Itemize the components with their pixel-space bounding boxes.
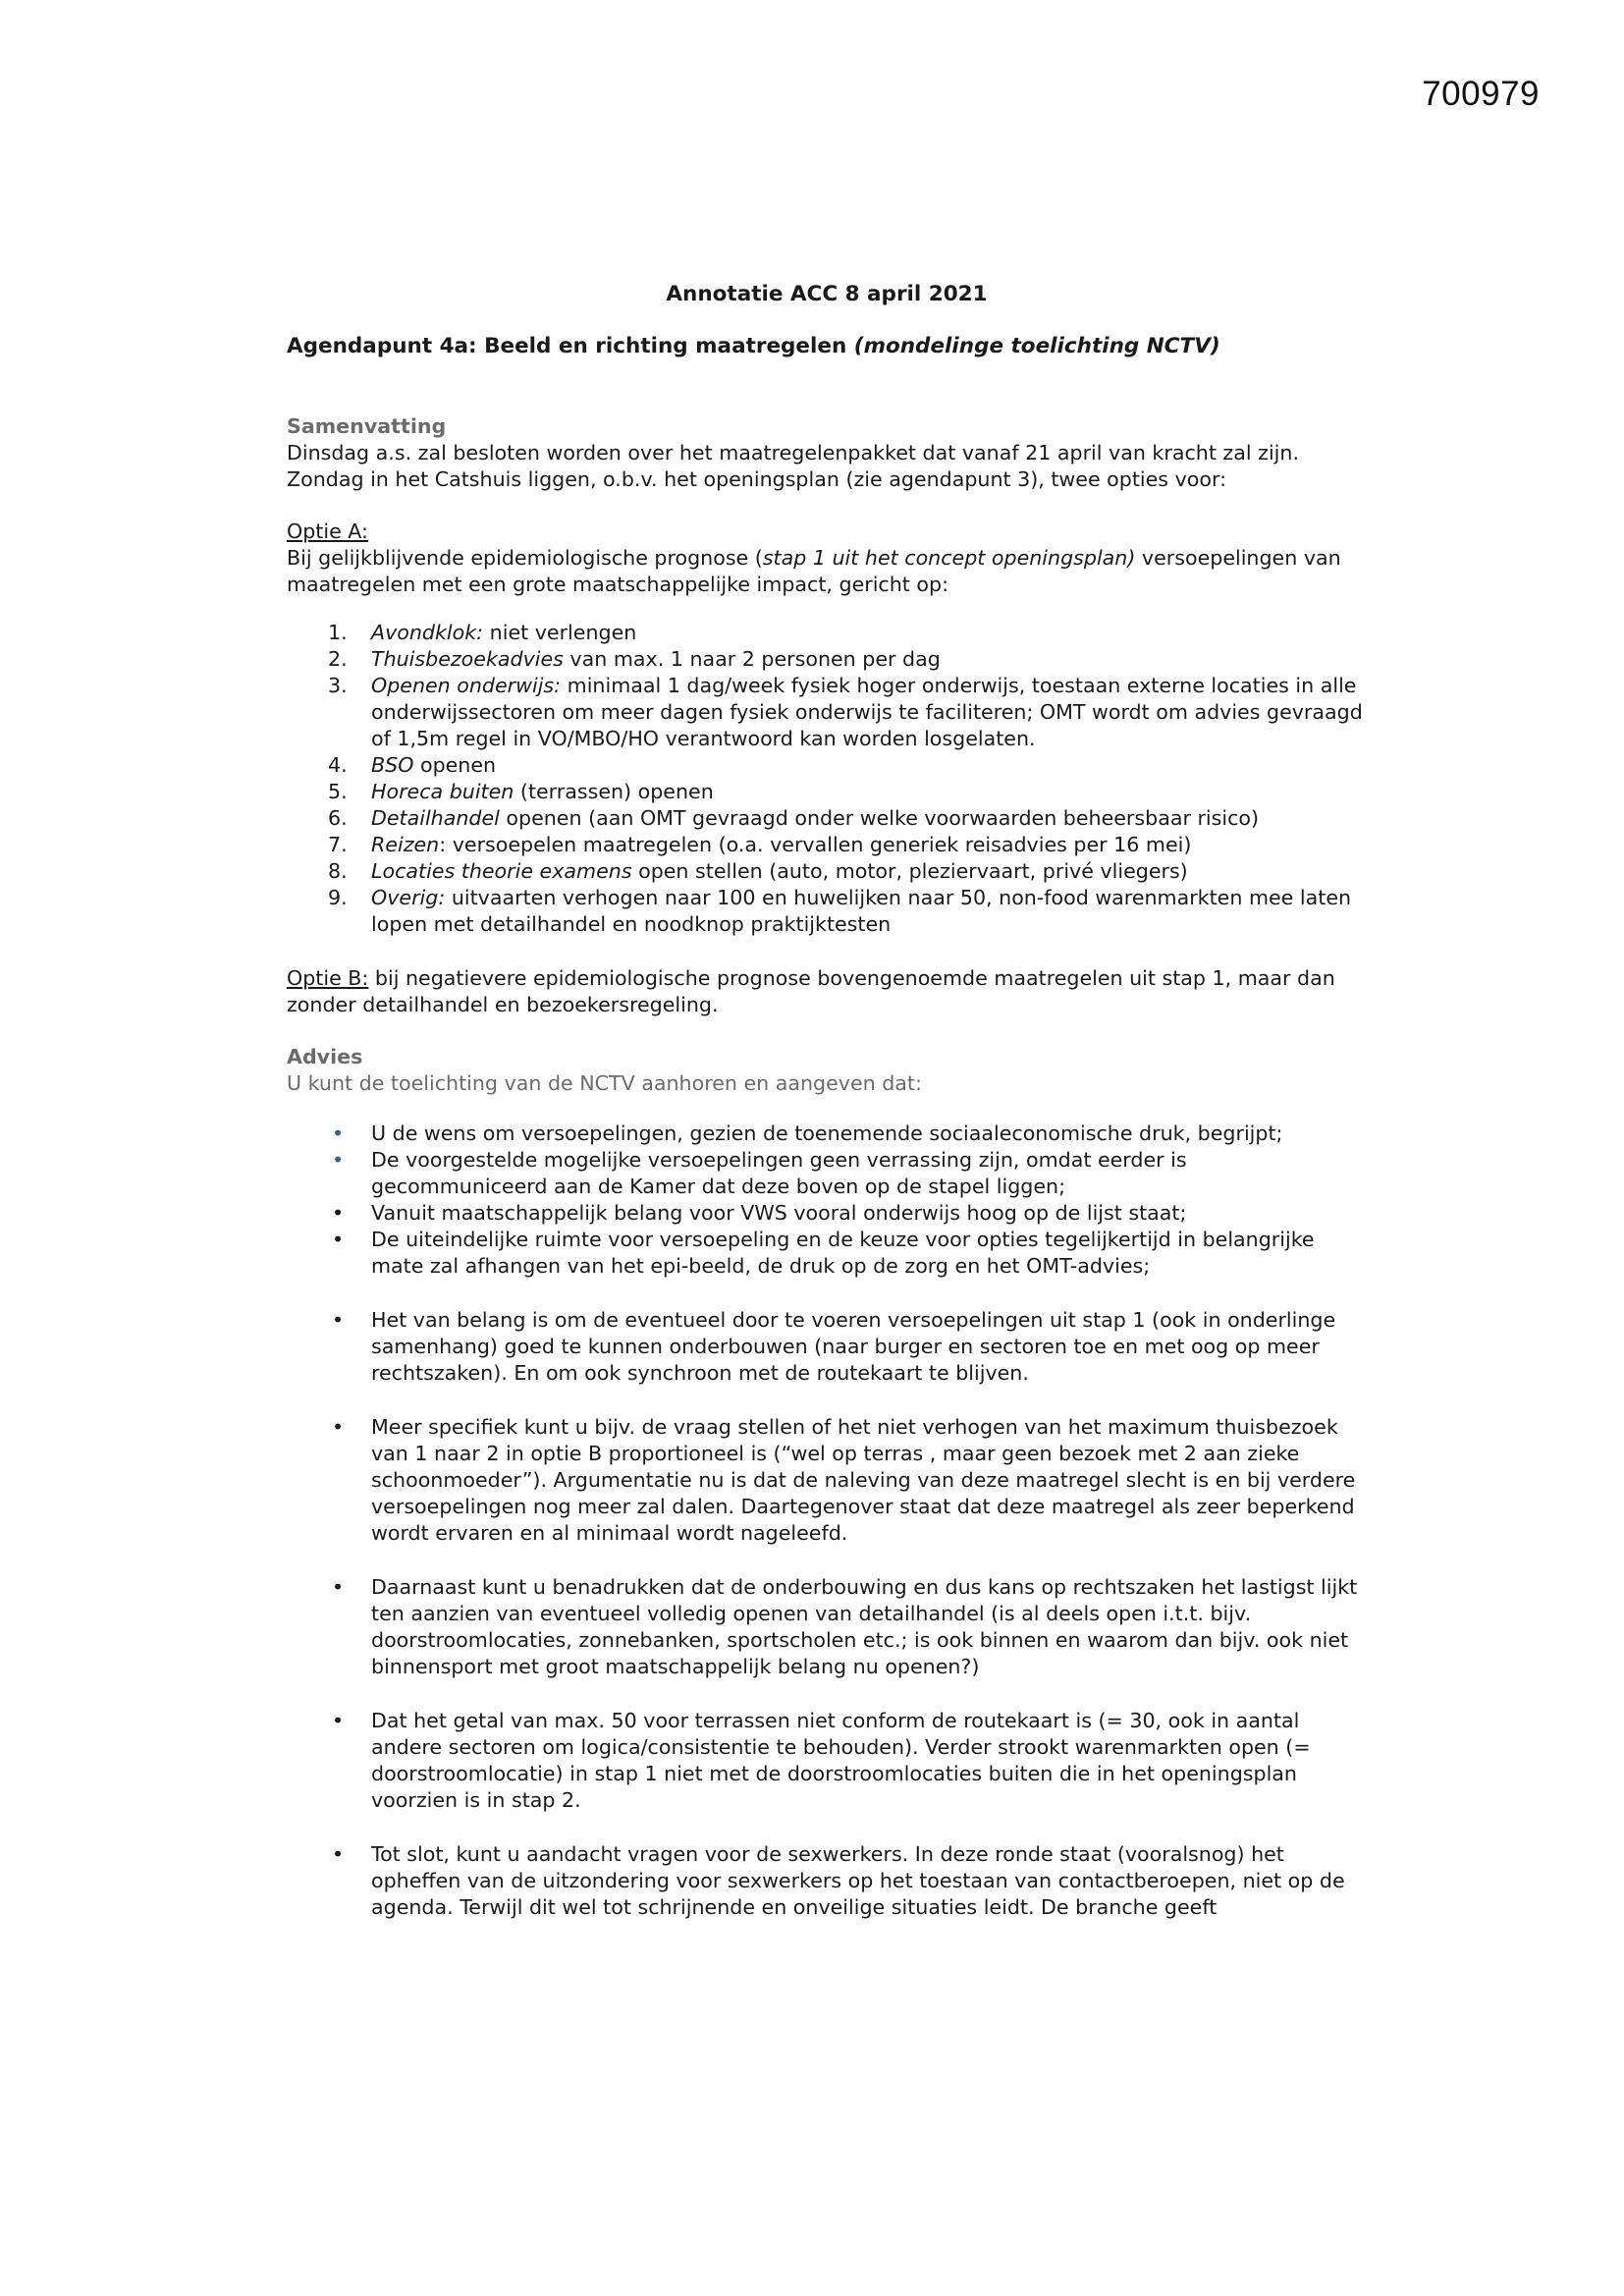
list-item: • U de wens om versoepelingen, gezien de toenemende sociaaleconomische druk, begrijpt;: [332, 1121, 1283, 1145]
advice-list: [287, 1121, 1367, 1921]
optie-a-label: Optie A:: [287, 519, 368, 543]
list-item: 3. Openen onderwijs: minimaal 1 dag/week fysiek hoger onderwijs, toestaan externe locaties in alle onderwijssectoren om meer dagen fysiek onderwijs te faciliteren; OMT wordt om advies gevraagd of 1,5m regel in VO/MBO/HO verantwoord kan worden losgelaten.: [328, 674, 1363, 750]
list-item: • De uiteindelijke ruimte voor versoepeling en de keuze voor opties tegelijkertijd in belangrijke mate zal afhangen van het epi-beeld, de druk op de zorg en het OMT-advies;: [332, 1228, 1315, 1278]
advies-heading: Advies: [287, 1045, 363, 1068]
document-title: Annotatie ACC 8 april 2021: [666, 282, 988, 306]
list-item: 6. Detailhandel openen (aan OMT gevraagd onder welke voorwaarden beheersbaar risico): [328, 806, 1260, 830]
samenvatting-text: Dinsdag a.s. zal besloten worden over het maatregelenpakket dat vanaf 21 april van kracht zal zijn. Zondag in het Catshuis liggen, o.b.v. het openingsplan (zie agendapunt 3), twee opties voor:: [287, 441, 1299, 491]
list-item: 1. Avondklok: niet verlengen: [328, 621, 637, 644]
list-item: • Vanuit maatschappelijk belang voor VWS vooral onderwijs hoog op de lijst staat;: [332, 1201, 1187, 1225]
document-number: 700979: [1422, 75, 1540, 113]
agenda-prefix: Agendapunt 4a: Beeld en richting maatregelen: [287, 334, 854, 358]
list-item: 5. Horeca buiten (terrassen) openen: [328, 780, 714, 803]
list-item: • De voorgestelde mogelijke versoepelingen geen verrassing zijn, omdat eerder is gecommuniceerd aan de Kamer dat deze boven op de stapel liggen;: [332, 1148, 1187, 1198]
list-item: • Daarnaast kunt u benadrukken dat de onderbouwing en dus kans op rechtszaken het lastigst lijkt ten aanzien van eventueel volledig openen van detailhandel (is al deels open i.t.t. bijv. doorstroomlocaties, zonnebanken, sportscholen etc.; is ook binnen en waarom dan bijv. ook niet binnensport met groot maatschappelijk belang nu openen?): [332, 1575, 1358, 1678]
list-item: 7. Reizen: versoepelen maatregelen (o.a. vervallen generiek reisadvies per 16 mei): [328, 833, 1192, 856]
list-item: 9. Overig: uitvaarten verhogen naar 100 en huwelijken naar 50, non-food warenmarkten mee laten lopen met detailhandel en noodknop praktijktesten: [328, 886, 1352, 936]
list-item: 2. Thuisbezoekadvies van max. 1 naar 2 personen per dag: [328, 647, 941, 671]
optie-b-paragraph: [287, 965, 1367, 1018]
agenda-heading: [287, 333, 1367, 359]
optie-a-intro-part2: versoepelingen van maatregelen met een grote maatschappelijke impact, gericht op:: [287, 546, 1341, 596]
optie-b-label: Optie B:: [287, 966, 369, 990]
optie-a-intro-part1: Bij gelijkblijvende epidemiologische prognose (: [287, 546, 763, 570]
document-body: [287, 281, 1367, 1921]
list-item: • Meer specifiek kunt u bijv. de vraag stellen of het niet verhogen van het maximum thuisbezoek van 1 naar 2 in optie B proportioneel is (“wel op terras , maar geen bezoek met 2 aan zieke schoonmoeder”). Argumentatie nu is dat de naleving van deze maatregel slecht is en bij verdere versoepelingen nog meer zal dalen. Daartegenover staat dat deze maatregel als zeer beperkend wordt ervaren en al minimaal wordt nageleefd.: [332, 1415, 1356, 1545]
agenda-note: (mondelinge toelichting NCTV): [853, 334, 1220, 358]
samenvatting-heading: Samenvatting: [287, 414, 447, 438]
list-item: 4. BSO openen: [328, 753, 497, 777]
optie-b-text: bij negatievere epidemiologische prognose bovengenoemde maatregelen uit stap 1, maar dan zonder detailhandel en bezoekersregeling.: [287, 966, 1335, 1016]
optie-a-intro: [287, 545, 1367, 598]
list-item: • Dat het getal van max. 50 voor terrassen niet conform de routekaart is (= 30, ook in aantal andere sectoren om logica/consistentie te behouden). Verder strookt warenmarkten open (= doorstroomlocatie) in stap 1 niet met de doorstroomlocaties buiten die in het openingsplan voorzien is in stap 2.: [332, 1709, 1311, 1812]
measures-list: [287, 620, 1367, 938]
list-item: • Tot slot, kunt u aandacht vragen voor de sexwerkers. In deze ronde staat (vooralsnog) het opheffen van de uitzondering voor sexwerkers op het toestaan van contactberoepen, niet op de agenda. Terwijl dit wel tot schrijnende en onveilige situaties leidt. De branche geeft: [332, 1842, 1345, 1919]
optie-a-intro-italic: stap 1 uit het concept openingsplan): [762, 546, 1136, 570]
list-item: • Het van belang is om de eventueel door te voeren versoepelingen uit stap 1 (ook in onderlinge samenhang) goed te kunnen onderbouwen (naar burger en sectoren toe en met oog op meer rechtszaken). En om ook synchroon met de routekaart te blijven.: [332, 1308, 1336, 1385]
list-item: 8. Locaties theorie examens open stellen (auto, motor, pleziervaart, privé vliegers): [328, 859, 1188, 883]
advies-intro: U kunt de toelichting van de NCTV aanhoren en aangeven dat:: [287, 1071, 922, 1095]
